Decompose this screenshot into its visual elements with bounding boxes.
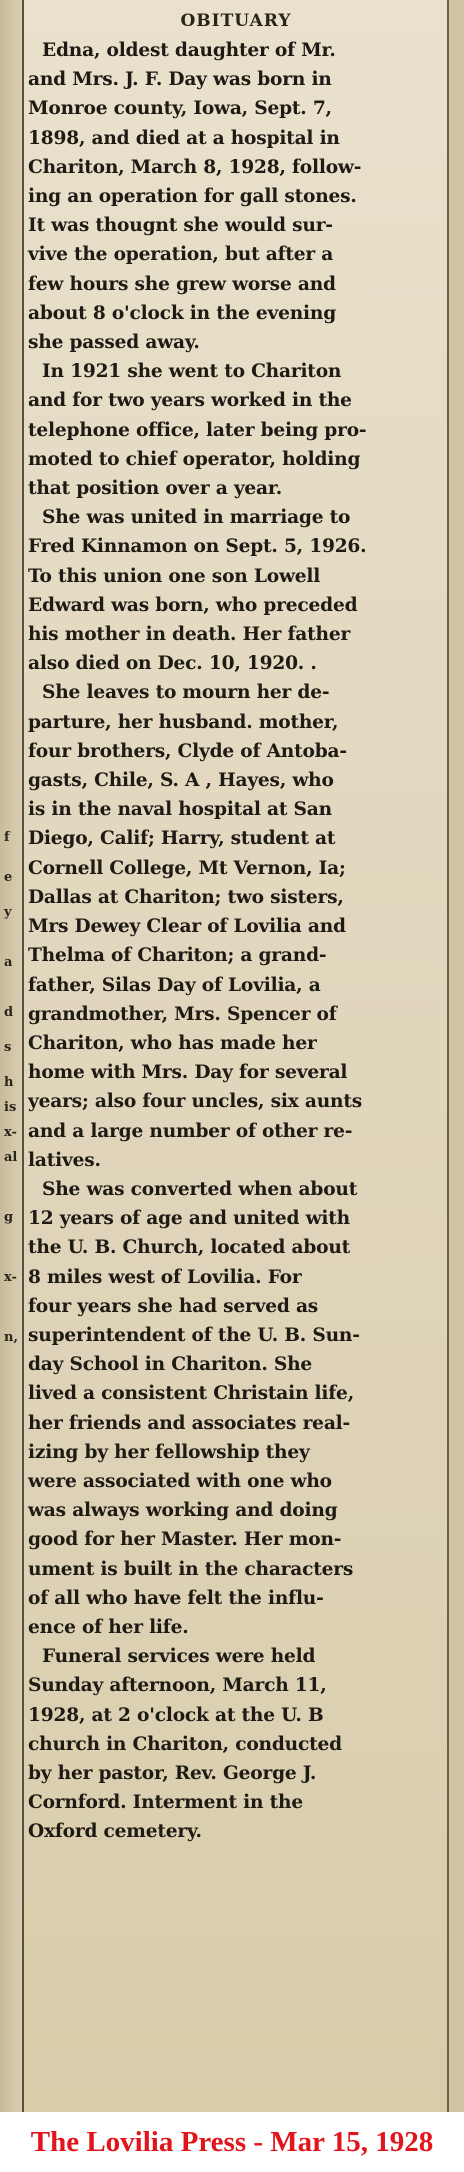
text-line: of all who have felt the influ- <box>28 1587 324 1609</box>
text-line: her friends and associates real- <box>28 1412 351 1434</box>
margin-fragment: a <box>4 955 13 970</box>
text-line: day School in Chariton. She <box>28 1354 313 1376</box>
margin-fragment: s <box>4 1040 12 1055</box>
text-line: was always working and doing <box>28 1500 338 1522</box>
text-line: four years she had served as <box>28 1295 319 1317</box>
text-line: 8 miles west of Lovilia. For <box>28 1266 302 1288</box>
text-line: She was converted when about <box>42 1178 358 1200</box>
text-line: In 1921 she went to Chariton <box>42 361 342 383</box>
text-line: lived a consistent Christain life, <box>28 1383 354 1405</box>
text-line: Diego, Calif; Harry, student at <box>28 828 336 850</box>
text-line: Cornell College, Mt Vernon, Ia; <box>28 857 346 879</box>
text-line: were associated with one who <box>28 1470 332 1492</box>
text-line: the U. B. Church, located about <box>28 1237 351 1259</box>
text-line: latives. <box>28 1149 101 1171</box>
text-line: by her pastor, Rev. George J. <box>28 1762 317 1784</box>
text-line: years; also four uncles, six aunts <box>28 1091 363 1113</box>
text-line: telephone office, later being pro- <box>28 419 367 441</box>
text-line: home with Mrs. Day for several <box>28 1062 348 1084</box>
margin-fragment: h <box>4 1075 14 1090</box>
article-paragraph <box>28 1175 444 1642</box>
text-line: Mrs Dewey Clear of Lovilia and <box>28 916 346 938</box>
margin-fragment: x- <box>4 1270 17 1285</box>
text-line: Sunday afternoon, March 11, <box>28 1675 327 1697</box>
text-line: Fred Kinnamon on Sept. 5, 1926. <box>28 536 367 558</box>
text-line: Monroe county, Iowa, Sept. 7, <box>28 98 332 120</box>
article-paragraph <box>28 1642 444 1846</box>
margin-fragment: n, <box>4 1330 18 1345</box>
text-line: 1898, and died at a hospital in <box>28 127 340 149</box>
article-paragraph <box>28 357 444 503</box>
article-heading: OBITUARY <box>180 11 292 31</box>
text-line: 1928, at 2 o'clock at the U. B <box>28 1704 324 1726</box>
column-rule-left <box>22 0 24 2112</box>
margin-fragment: y <box>4 905 12 920</box>
article-paragraph <box>28 503 444 678</box>
text-line: Edna, oldest daughter of Mr. <box>42 40 336 61</box>
text-line: few hours she grew worse and <box>28 273 336 295</box>
text-line: 12 years of age and united with <box>28 1208 351 1230</box>
text-line: four brothers, Clyde of Antoba- <box>28 740 347 762</box>
article-paragraph <box>28 678 444 1174</box>
margin-fragment: g <box>4 1210 14 1225</box>
text-line: Thelma of Chariton; a grand- <box>28 945 327 967</box>
text-line: superintendent of the U. B. Sun- <box>28 1324 360 1346</box>
text-line: Cornford. Interment in the <box>28 1792 303 1814</box>
text-line: Funeral services were held <box>42 1646 316 1668</box>
text-line: she passed away. <box>28 332 200 354</box>
text-line: about 8 o'clock in the evening <box>28 302 337 324</box>
margin-fragment: al <box>4 1150 18 1165</box>
margin-fragment: e <box>4 870 13 885</box>
text-line: and a large number of other re- <box>28 1120 353 1142</box>
adjacent-column-strip <box>0 0 22 2112</box>
clipping-right-margin <box>449 0 464 2112</box>
text-line: Chariton, who has made her <box>28 1032 317 1054</box>
text-line: Oxford cemetery. <box>28 1821 202 1843</box>
text-line: gasts, Chile, S. A , Hayes, who <box>28 770 334 792</box>
text-line: parture, her husband. mother, <box>28 711 339 733</box>
source-caption: The Lovilia Press - Mar 15, 1928 <box>30 2126 434 2158</box>
article-body <box>28 36 444 1847</box>
text-line: She was united in marriage to <box>42 507 351 529</box>
text-line: Chariton, March 8, 1928, follow- <box>28 156 362 178</box>
margin-fragment: is <box>4 1100 17 1115</box>
text-line: It was thougnt she would sur- <box>28 215 333 237</box>
text-line: church in Chariton, conducted <box>28 1733 342 1755</box>
text-line: is in the naval hospital at San <box>28 799 332 821</box>
text-line: moted to chief operator, holding <box>28 448 361 470</box>
text-line: ing an operation for gall stones. <box>28 186 357 208</box>
text-line: She leaves to mourn her de- <box>42 682 330 704</box>
article-paragraph <box>28 36 444 357</box>
margin-fragment: f <box>4 830 10 845</box>
text-line: father, Silas Day of Lovilia, a <box>28 974 321 996</box>
text-line: that position over a year. <box>28 478 283 500</box>
text-line: his mother in death. Her father <box>28 624 351 646</box>
text-line: vive the operation, but after a <box>28 244 334 266</box>
text-line: Dallas at Chariton; two sisters, <box>28 886 344 908</box>
margin-fragment: x- <box>4 1125 17 1140</box>
text-line: izing by her fellowship they <box>28 1441 310 1463</box>
text-line: To this union one son Lowell <box>28 565 321 587</box>
text-line: Edward was born, who preceded <box>28 594 358 616</box>
text-line: also died on Dec. 10, 1920. . <box>28 653 317 675</box>
text-line: good for her Master. Her mon- <box>28 1529 342 1551</box>
margin-fragment: d <box>4 1005 14 1020</box>
text-line: grandmother, Mrs. Spencer of <box>28 1003 337 1025</box>
text-line: and for two years worked in the <box>28 390 352 412</box>
text-line: ence of her life. <box>28 1616 189 1638</box>
text-line: ument is built in the characters <box>28 1558 354 1580</box>
text-line: and Mrs. J. F. Day was born in <box>28 69 332 91</box>
obituary-article <box>28 10 444 1847</box>
